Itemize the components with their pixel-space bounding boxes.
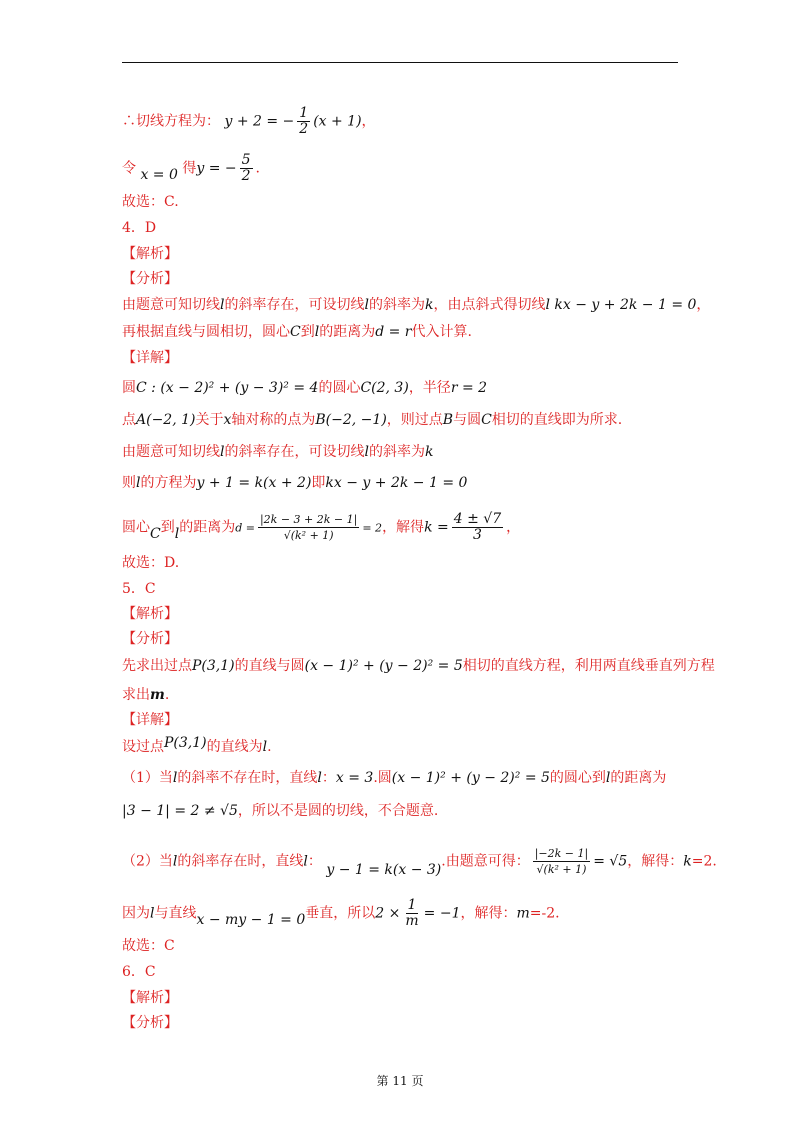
math: x − my − 1 = 0 bbox=[196, 911, 306, 928]
section-heading: 【详解】 bbox=[122, 350, 178, 366]
math: (x − 1)² + (y − 2)² = 5 bbox=[304, 658, 463, 674]
text: 的斜率存在，可设切线 bbox=[224, 297, 365, 313]
math: l bbox=[364, 444, 369, 460]
text: =2. bbox=[691, 853, 717, 870]
text: 相切的直线即为所求. bbox=[491, 412, 623, 428]
math: P(3,1) bbox=[164, 735, 207, 751]
math: kx − y + 2k − 1 = 0 bbox=[325, 475, 468, 491]
text: 的斜率存在，可设切线 bbox=[224, 444, 365, 460]
frac-num: 1 bbox=[299, 105, 309, 121]
section-heading: 【详解】 bbox=[122, 712, 178, 728]
text: 的距离为 bbox=[319, 324, 376, 340]
perpendicular-line bbox=[122, 898, 560, 929]
frac-num: 1 bbox=[407, 897, 417, 913]
text: =-2. bbox=[529, 905, 560, 922]
frac-num: |−2k − 1| bbox=[534, 847, 589, 860]
analysis-line bbox=[122, 685, 169, 705]
math: (x − 1)² + (y − 2)² = 5 bbox=[391, 770, 550, 786]
text: ，半径 bbox=[408, 380, 451, 396]
case1-line bbox=[122, 768, 666, 788]
question-number: 5．C bbox=[122, 581, 156, 597]
text: 的斜率存在时，直线 bbox=[177, 853, 304, 870]
text: 圆 bbox=[122, 380, 136, 396]
analysis-line bbox=[122, 656, 715, 676]
math: A(−2, 1) bbox=[136, 412, 196, 428]
question-number: 6．C bbox=[122, 964, 156, 980]
text: 到 bbox=[160, 519, 175, 536]
math: r = 2 bbox=[450, 380, 488, 396]
math: k bbox=[424, 297, 434, 313]
text: . bbox=[255, 160, 260, 177]
math: m bbox=[516, 905, 530, 922]
text: ，解得： bbox=[460, 905, 517, 922]
text: ∴切线方程为： bbox=[122, 113, 220, 130]
math: l bbox=[220, 297, 225, 313]
math: l bbox=[172, 853, 178, 870]
detail-line bbox=[122, 737, 272, 757]
math: B(−2, −1) bbox=[315, 412, 387, 428]
math: (x + 1) bbox=[313, 113, 362, 130]
detail-line bbox=[122, 410, 622, 430]
page-footer: 第 11 页 bbox=[376, 1074, 424, 1088]
text: 先求出过点 bbox=[122, 658, 192, 674]
fraction bbox=[452, 512, 503, 543]
text: 设过点 bbox=[122, 739, 164, 755]
math: k bbox=[683, 853, 692, 870]
text: 令 bbox=[122, 160, 136, 177]
text: ，则过点 bbox=[386, 412, 443, 428]
math: y = − bbox=[196, 160, 237, 177]
section-heading: 【分析】 bbox=[122, 271, 178, 287]
text: 相切的直线方程，利用两直线垂直列方程 bbox=[462, 658, 715, 674]
text: 垂直，所以 bbox=[305, 905, 376, 922]
text: 的斜率为 bbox=[368, 444, 425, 460]
math: = −1 bbox=[423, 905, 461, 922]
text: ，解得 bbox=[382, 519, 425, 536]
analysis-line bbox=[122, 322, 472, 342]
text: 的距离为 bbox=[610, 770, 667, 786]
section-heading: 【分析】 bbox=[122, 1015, 178, 1031]
text: .圆 bbox=[373, 770, 392, 786]
text: 圆心 bbox=[122, 519, 150, 536]
math: l bbox=[303, 853, 308, 870]
text: 的方程为 bbox=[140, 475, 197, 491]
analysis-line bbox=[122, 295, 710, 315]
text: 点 bbox=[122, 412, 136, 428]
math: x bbox=[223, 412, 232, 428]
header-rule bbox=[122, 62, 678, 63]
math: y − 1 = k(x − 3) bbox=[326, 861, 442, 878]
text: ，解得： bbox=[627, 853, 684, 870]
text: 的斜率为 bbox=[368, 297, 425, 313]
text: . bbox=[164, 687, 170, 703]
answer-line: 故选：C bbox=[122, 938, 175, 954]
text: 的圆心到 bbox=[549, 770, 606, 786]
math: y + 2 = − bbox=[224, 113, 295, 130]
math: l bbox=[262, 739, 268, 755]
frac-den: 2 bbox=[299, 121, 309, 137]
tangent-equation-line bbox=[122, 106, 376, 137]
math: l bbox=[314, 324, 320, 340]
math: l bbox=[172, 770, 178, 786]
fraction bbox=[258, 512, 359, 543]
text: 再根据直线与圆相切，圆心 bbox=[122, 324, 290, 340]
text: ， bbox=[506, 519, 521, 536]
question-number: 4．D bbox=[122, 220, 157, 236]
text: 的直线与圆 bbox=[234, 658, 305, 674]
text: 由题意可知切线 bbox=[122, 444, 220, 460]
text: 求出 bbox=[122, 687, 150, 703]
math: l bbox=[136, 475, 141, 491]
frac-den: 2 bbox=[241, 168, 251, 184]
text: 由题意可知切线 bbox=[122, 297, 220, 313]
math: kx − y + 2k − 1 = 0 bbox=[554, 297, 697, 313]
section-heading: 【解析】 bbox=[122, 606, 178, 622]
math: x = 3 bbox=[335, 770, 374, 786]
text: 与圆 bbox=[453, 412, 482, 428]
distance-line bbox=[122, 512, 520, 543]
answer-line: 故选：C. bbox=[122, 194, 179, 210]
text: ： bbox=[307, 853, 322, 870]
math: C(2, 3) bbox=[360, 380, 409, 396]
text: 的圆心 bbox=[318, 380, 361, 396]
math: d = r bbox=[375, 324, 412, 340]
frac-num: |2k − 3 + 2k − 1| bbox=[259, 513, 358, 526]
math: x = 0 bbox=[140, 166, 178, 183]
text: （2）当 bbox=[122, 853, 173, 870]
math: d = bbox=[235, 521, 255, 535]
math: l bbox=[150, 905, 155, 922]
text: 得 bbox=[182, 160, 197, 177]
math: P(3,1) bbox=[192, 658, 235, 674]
detail-line bbox=[122, 378, 487, 398]
detail-line bbox=[122, 473, 467, 493]
math: B bbox=[442, 412, 454, 428]
math: l bbox=[220, 444, 225, 460]
math: C : (x − 2)² + (y − 3)² = 4 bbox=[136, 380, 319, 396]
frac-den: √(k² + 1) bbox=[536, 863, 587, 876]
text: ，所以不是圆的切线，不合题意. bbox=[237, 803, 439, 819]
text: 代入计算. bbox=[411, 324, 472, 340]
text: .由题意可得： bbox=[441, 853, 530, 870]
text: ： bbox=[321, 770, 336, 786]
text: ，由点斜式得切线 bbox=[433, 297, 546, 313]
frac-num: 5 bbox=[241, 152, 251, 168]
math: 2 × bbox=[375, 905, 401, 922]
text: 的直线为 bbox=[206, 739, 263, 755]
section-heading: 【解析】 bbox=[122, 990, 178, 1006]
section-heading: 【解析】 bbox=[122, 246, 178, 262]
fraction bbox=[240, 153, 253, 184]
frac-den: √(k² + 1) bbox=[283, 529, 334, 542]
text: 关于 bbox=[195, 412, 224, 428]
math: l bbox=[364, 297, 369, 313]
math: l bbox=[605, 770, 611, 786]
math: m bbox=[150, 687, 165, 703]
math: = √5 bbox=[593, 853, 628, 870]
math: C bbox=[290, 324, 301, 340]
text: 则 bbox=[122, 475, 136, 491]
text: ， bbox=[361, 113, 376, 130]
section-heading: 【分析】 bbox=[122, 631, 178, 647]
text: ， bbox=[696, 297, 711, 313]
math: C bbox=[150, 525, 161, 542]
math: k bbox=[424, 444, 434, 460]
text: 轴对称的点为 bbox=[231, 412, 316, 428]
text: 到 bbox=[300, 324, 315, 340]
fraction bbox=[297, 106, 310, 137]
math: C bbox=[481, 412, 492, 428]
math: k = bbox=[424, 519, 449, 536]
text: （1）当 bbox=[122, 770, 173, 786]
frac-num: 4 ± √7 bbox=[453, 511, 502, 527]
math: l bbox=[317, 770, 322, 786]
math: |3 − 1| = 2 ≠ √5 bbox=[122, 803, 238, 819]
math: l bbox=[545, 297, 550, 313]
frac-den: 3 bbox=[472, 527, 482, 543]
fraction bbox=[533, 846, 591, 877]
text: 与直线 bbox=[154, 905, 197, 922]
case1-line bbox=[122, 801, 438, 821]
text: 的距离为 bbox=[179, 519, 236, 536]
math: y + 1 = k(x + 2) bbox=[196, 475, 312, 491]
substitution-line bbox=[122, 153, 260, 184]
case2-line bbox=[122, 846, 717, 877]
text: 即 bbox=[311, 475, 326, 491]
detail-line bbox=[122, 442, 433, 462]
math: l bbox=[174, 525, 180, 542]
text: 因为 bbox=[122, 905, 150, 922]
frac-den: m bbox=[405, 913, 419, 929]
math: = 2 bbox=[362, 521, 383, 535]
fraction bbox=[403, 898, 420, 929]
text: 的斜率不存在时，直线 bbox=[177, 770, 318, 786]
text: . bbox=[267, 739, 272, 755]
answer-line: 故选：D. bbox=[122, 555, 180, 571]
